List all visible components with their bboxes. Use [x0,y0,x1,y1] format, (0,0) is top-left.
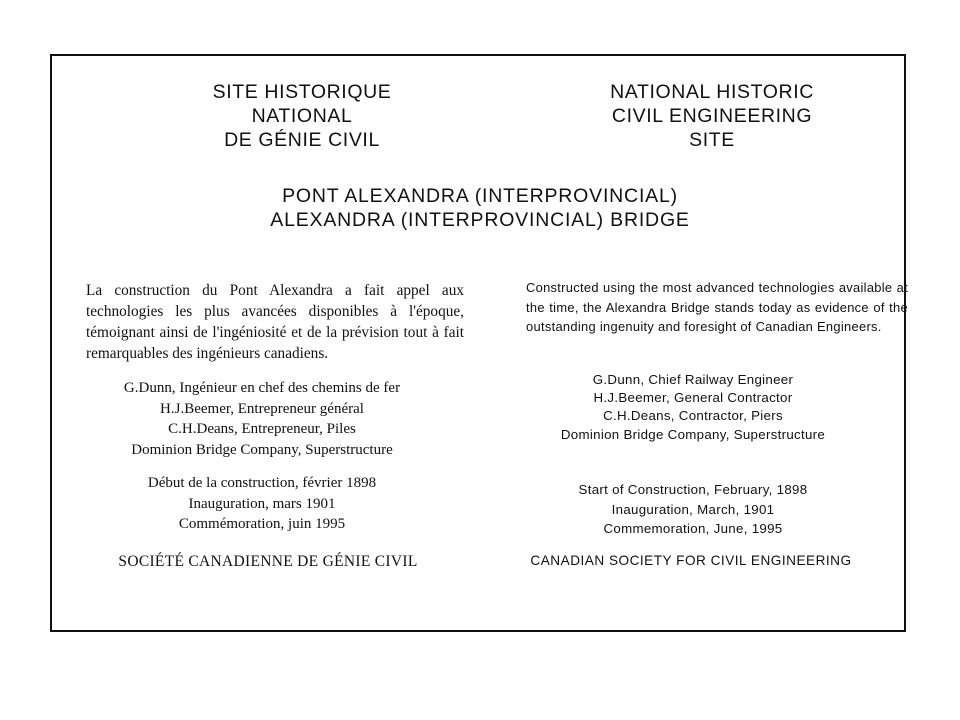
bridge-title [172,184,788,232]
credit-line: G.Dunn, Ingénieur en chef des chemins de fer [123,380,401,396]
french-heading-line: NATIONAL [251,105,353,127]
date-line: Début de la construction, février 1898 [147,475,377,491]
english-heading-line: CIVIL ENGINEERING [611,105,813,127]
credit-line: C.H.Deans, Contractor, Piers [603,408,783,424]
bridge-title-french: PONT ALEXANDRA (INTERPROVINCIAL) [282,185,678,207]
english-society-name: CANADIAN SOCIETY FOR CIVIL ENGINEERING [530,553,852,568]
french-heading [152,80,452,152]
credit-line: Dominion Bridge Company, Superstructure [560,426,826,442]
english-credits [532,371,854,444]
english-heading-line: NATIONAL HISTORIC [610,81,814,103]
credit-line: H.J.Beemer, Entrepreneur général [160,400,364,417]
bridge-title-english: ALEXANDRA (INTERPROVINCIAL) BRIDGE [270,209,690,231]
french-heading-line: SITE HISTORIQUE [212,81,392,103]
credit-line: C.H.Deans, Entrepreneur, Piles [168,421,356,437]
english-dates [532,480,854,539]
date-line: Commémoration, juin 1995 [178,516,346,532]
date-line: Commemoration, June, 1995 [603,521,783,536]
french-paragraph: La construction du Pont Alexandra a fait appel aux technologies les plus avancées disponibles à l'époque, témoignant ainsi de l'ingéniosité et de la prévision tout à fait remarquables des ingénieurs canadiens. [86,282,464,362]
plaque-frame [50,54,906,632]
date-line: Start of Construction, February, 1898 [578,482,808,497]
date-line: Inauguration, March, 1901 [611,501,775,517]
french-society-name: SOCIÉTÉ CANADIENNE DE GÉNIE CIVIL [118,553,418,570]
date-line: Inauguration, mars 1901 [188,495,336,512]
credit-line: H.J.Beemer, General Contractor [593,390,793,406]
english-paragraph: Constructed using the most advanced technologies available at the time, the Alexandra Bridge stands today as evidence of the outstanding ingenuity and foresight of Canadian Engineers. [526,280,908,334]
credit-line: Dominion Bridge Company, Superstructure [131,441,393,458]
credit-line: G.Dunn, Chief Railway Engineer [592,372,794,387]
french-heading-line: DE GÉNIE CIVIL [224,129,380,151]
english-heading [557,80,867,152]
french-dates [92,473,432,535]
english-heading-line: SITE [689,129,735,151]
french-credits [92,378,432,460]
